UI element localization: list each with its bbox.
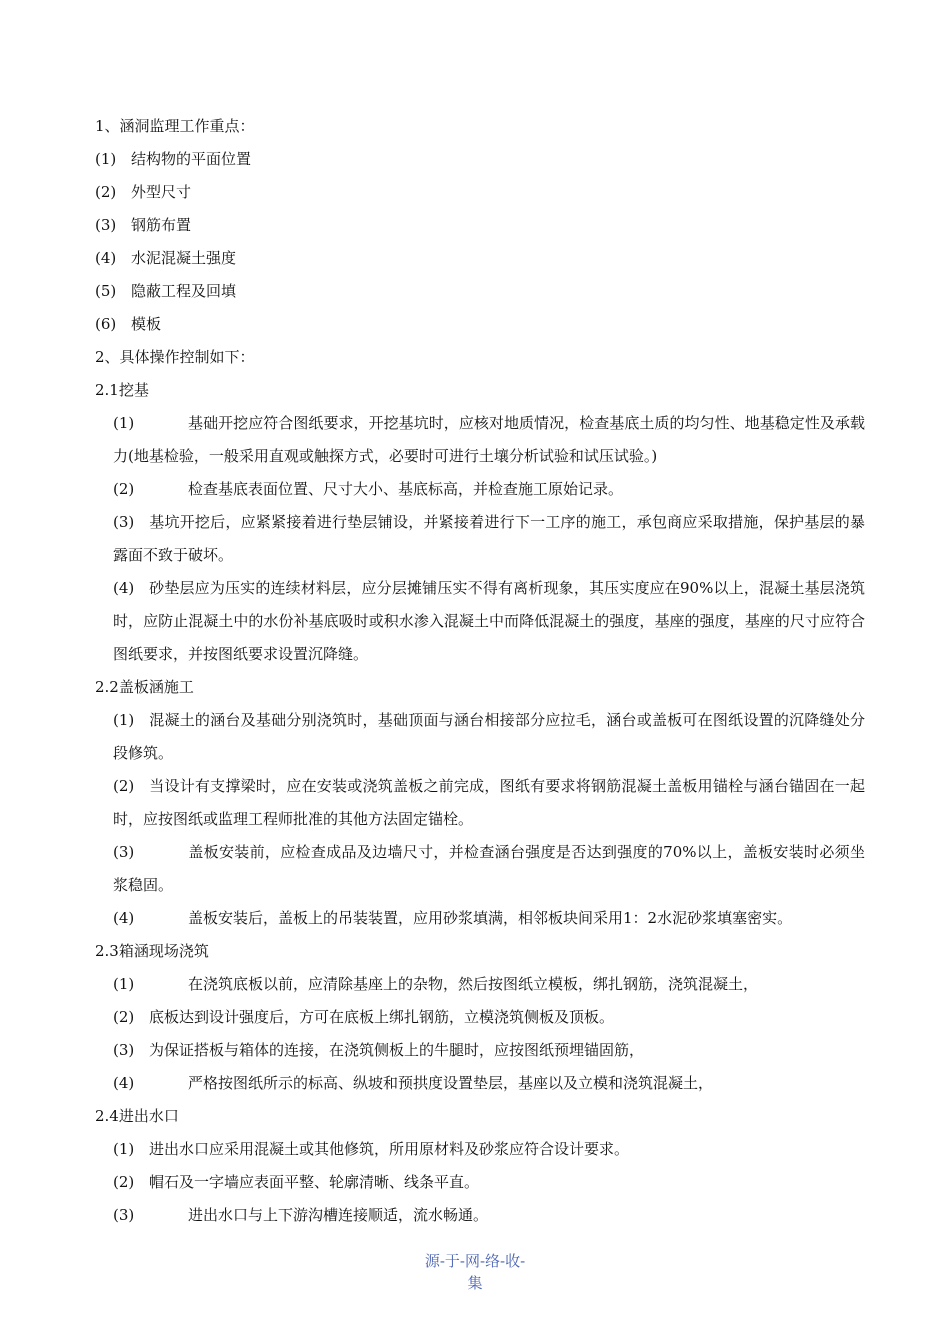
footer-line: 集 [467, 1274, 483, 1292]
footer-line: 源-于-网-络-收- [424, 1252, 526, 1270]
footer-watermark [0, 1250, 950, 1294]
paragraph: (1) 进出水口应采用混凝土或其他修筑，所用原材料及砂浆应符合设计要求。 [113, 1140, 630, 1158]
paragraph: (3) 盖板安装前，应检查成品及边墙尺寸，并检查涵台强度是否达到强度的70%以上，盖板安装时必须坐浆稳固。 [113, 843, 865, 894]
paragraph: (3) 进出水口与上下游沟槽连接顺适，流水畅通。 [113, 1206, 489, 1224]
paragraph: (2) 帽石及一字墙应表面平整、轮廓清晰、线条平直。 [113, 1173, 480, 1191]
paragraph: (4) 盖板安装后，盖板上的吊装装置，应用砂浆填满，相邻板块间采用1：2水泥砂浆填塞密实。 [113, 909, 793, 927]
focus-item: (5) 隐蔽工程及回填 [95, 282, 237, 300]
section-title-2-3: 2.3箱涵现场浇筑 [95, 942, 209, 960]
paragraph: (1) 在浇筑底板以前，应清除基座上的杂物，然后按图纸立模板，绑扎钢筋，浇筑混凝土， [113, 975, 759, 993]
heading-focus: 1、涵洞监理工作重点： [95, 117, 255, 135]
paragraph: (4) 严格按图纸所示的标高、纵坡和预拱度设置垫层，基座以及立模和浇筑混凝土， [113, 1074, 714, 1092]
section-title-2-2: 2.2盖板涵施工 [95, 678, 194, 696]
paragraph: (2) 当设计有支撑梁时，应在安装或浇筑盖板之前完成，图纸有要求将钢筋混凝土盖板用锚栓与涵台锚固在一起时，应按图纸或监理工程师批准的其他方法固定锚栓。 [113, 777, 865, 828]
focus-item: (6) 模板 [95, 315, 162, 333]
focus-item: (2) 外型尺寸 [95, 183, 192, 201]
paragraph: (4) 砂垫层应为压实的连续材料层，应分层摊铺压实不得有离析现象，其压实度应在90%以上，混凝土基层浇筑时，应防止混凝土中的水份补基底吸时或积水渗入混凝土中而降低混凝土的强度，基座的强度，基座的尺寸应符合图纸要求，并按图纸要求设置沉降缝。 [113, 579, 865, 663]
focus-item: (4) 水泥混凝土强度 [95, 249, 237, 267]
focus-item: (1) 结构物的平面位置 [95, 150, 252, 168]
paragraph: (2) 底板达到设计强度后，方可在底板上绑扎钢筋，立模浇筑侧板及顶板。 [113, 1008, 615, 1026]
document-body [95, 110, 865, 1232]
paragraph: (1) 混凝土的涵台及基础分别浇筑时，基础顶面与涵台相接部分应拉毛，涵台或盖板可在图纸设置的沉降缝处分段修筑。 [113, 711, 865, 762]
heading-operations: 2、具体操作控制如下： [95, 348, 255, 366]
section-title-2-1: 2.1挖基 [95, 381, 149, 399]
paragraph: (2) 检查基底表面位置、尺寸大小、基底标高，并检查施工原始记录。 [113, 480, 624, 498]
paragraph: (1) 基础开挖应符合图纸要求，开挖基坑时，应核对地质情况，检查基底土质的均匀性、地基稳定性及承载力(地基检验，一般采用直观或触探方式，必要时可进行土壤分析试验和试压试验。) [113, 414, 865, 465]
paragraph: (3) 基坑开挖后，应紧紧接着进行垫层铺设，并紧接着进行下一工序的施工，承包商应采取措施，保护基层的暴露面不致于破坏。 [113, 513, 865, 564]
focus-item: (3) 钢筋布置 [95, 216, 192, 234]
section-title-2-4: 2.4进出水口 [95, 1107, 179, 1125]
paragraph: (3) 为保证搭板与箱体的连接，在浇筑侧板上的牛腿时，应按图纸预埋锚固筋， [113, 1041, 645, 1059]
